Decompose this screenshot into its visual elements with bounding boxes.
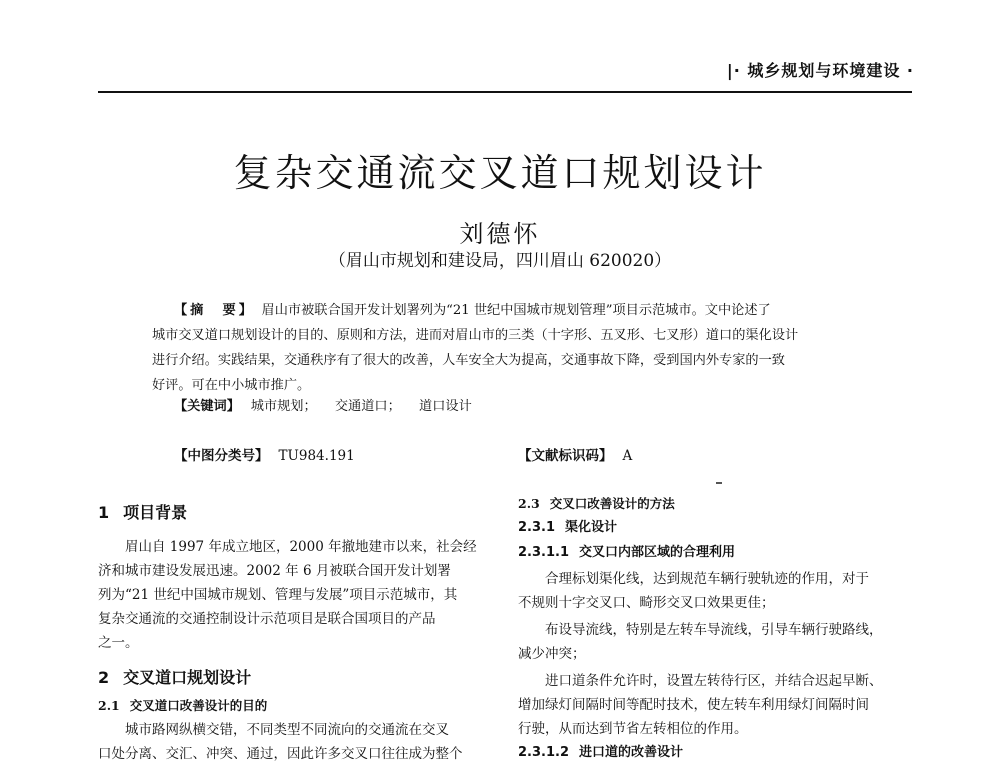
classification-value: TU984.191 [278, 448, 355, 464]
paragraph: 合理标划渠化线，达到规范车辆行驶轨迹的作用，对于 不规则十字交叉口、畸形交叉口效果更佳； [518, 571, 869, 611]
keyword: 城市规划； [250, 399, 317, 414]
paragraph: 进口道条件允许时，设置左转待行区，并结合迟起早断、 增加绿灯间隔时间等配时技术，使左转车利用绿灯间隔时间 行驶，从而达到节省左转相位的作用。 [518, 673, 883, 737]
left-column [98, 490, 490, 766]
paragraph: 布设导流线，特别是左转车导流线，引导车辆行驶路线， 减少冲突； [518, 622, 883, 662]
doc-id-value: A [622, 448, 633, 464]
article-title: 复杂交通流交叉道口规划设计 [233, 151, 767, 195]
abstract-line: 【摘 要】 眉山市被联合国开发计划署列为“21 世纪中国城市规划管理”项目示范城市。文中论述了 [174, 303, 771, 318]
keyword: 交通道口； [334, 399, 401, 414]
classification-label: 【中图分类号】 [174, 448, 269, 464]
running-header: |· 城乡规划与环境建设 · [726, 61, 914, 80]
abstract-line: 城市交叉道口规划设计的目的、原则和方法，进而对眉山市的三类（十字形、五叉形、七叉形）道口的渠化设计 [152, 328, 799, 343]
doc-id-label: 【文献标识码】 [518, 448, 613, 464]
subsubsubsection-heading: 2.3.1.1 交叉口内部区域的合理利用 [518, 545, 736, 560]
subsection-heading: 2.1 交叉道口改善设计的目的 [98, 698, 268, 713]
paragraph: 城市路网纵横交错，不同类型不同流向的交通流在交叉 口处分离、交汇、冲突、通过，因此许多交叉口往往成为整个 [98, 722, 463, 762]
keywords [174, 395, 486, 414]
article-affiliation: （眉山市规划和建设局，四川眉山 620020） [328, 251, 672, 271]
right-column [518, 490, 913, 764]
keywords-label: 【关键词】 [174, 399, 234, 414]
scan-speck [716, 482, 722, 484]
subsubsubsection-heading: 2.3.1.2 进口道的改善设计 [518, 745, 684, 760]
classification-number [174, 444, 355, 464]
subsection-heading: 2.3 交叉口改善设计的方法 [518, 496, 675, 511]
paragraph: 眉山自 1997 年成立地区，2000 年撤地建市以来，社会经 济和城市建设发展迅速。2002 年 6 月被联合国开发计划署 列为“21 世纪中国城市规划、管理与发展”项目示范城市，其 复杂交通流的交通控制设计示范项目是联合国项目的产品 之一。 [98, 539, 477, 651]
abstract-label: 【摘 要】 [174, 303, 249, 318]
section-heading: 1 项目背景 [98, 503, 188, 522]
article-author: 刘德怀 [459, 220, 541, 248]
abstract [152, 298, 860, 398]
keyword: 道口设计 [419, 399, 472, 414]
header-rule [98, 91, 912, 93]
document-id-code [518, 444, 632, 464]
abstract-line: 好评。可在中小城市推广。 [152, 378, 311, 393]
subsubsection-heading: 2.3.1 渠化设计 [518, 520, 618, 535]
abstract-line: 进行介绍。实践结果，交通秩序有了很大的改善，人车安全大为提高，交通事故下降，受到国内外专家的一致 [152, 353, 785, 368]
section-heading: 2 交叉道口规划设计 [98, 668, 252, 687]
